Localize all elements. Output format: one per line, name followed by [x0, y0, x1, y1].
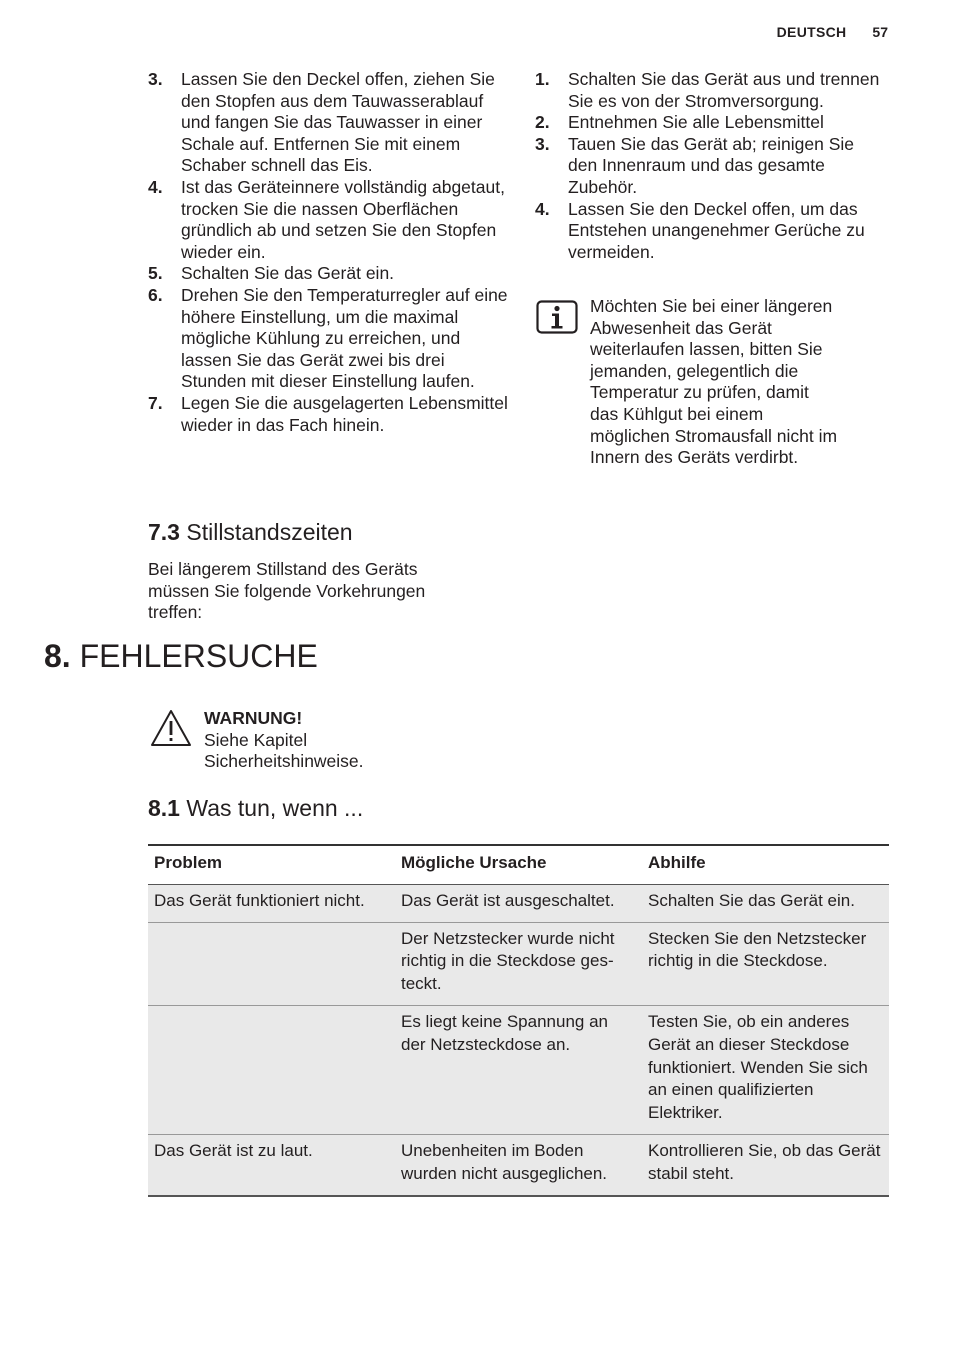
page-number: 57 — [872, 24, 888, 40]
language-label: DEUTSCH — [776, 24, 847, 40]
step-number: 1. — [535, 69, 550, 89]
step-text: Drehen Sie den Temperaturregler auf eine höhere Einstellung, um die maximal mögliche Kühlung zu erreichen, und lassen Sie das Gerät zwei bis drei Stunden mit dieser Einstellung laufen. — [181, 284, 508, 392]
section-title: Was tun, wenn ... — [186, 795, 364, 821]
step-number: 5. — [148, 263, 163, 284]
left-column — [148, 69, 510, 436]
step-text: Schalten Sie das Gerät aus und trennen Sie es von der Stromversorgung. — [568, 69, 880, 111]
column-header-problem: Problem — [148, 845, 395, 884]
table-row — [148, 1005, 889, 1134]
warning-box — [150, 708, 394, 773]
table-cell: Schalten Sie das Gerät ein. — [642, 884, 889, 922]
table-cell: Der Netzstecker wurde nicht richtig in die Steckdose ges- teckt. — [395, 922, 642, 1005]
step-text: Ist das Geräteinnere vollständig abgetaut, trocken Sie die nassen Oberflächen gründlich ab und setzen Sie den Stopfen wieder ein. — [181, 176, 505, 262]
step-number: 4. — [535, 198, 550, 219]
list-item — [535, 134, 887, 199]
step-text: Entnehmen Sie alle Lebensmittel — [568, 112, 824, 133]
table-row — [148, 1134, 889, 1195]
step-number: 4. — [148, 176, 163, 197]
table-cell: Das Gerät ist zu laut. — [148, 1134, 395, 1195]
step-text: Schalten Sie das Gerät ein. — [181, 263, 395, 284]
chapter-title: FEHLERSUCHE — [79, 638, 318, 674]
table-header-row — [148, 845, 889, 884]
table-cell: Stecken Sie den Netzstecker richtig in die Steckdose. — [642, 922, 889, 1005]
defrost-steps-list — [148, 69, 510, 436]
section-7-3-body: Bei längerem Stillstand des Geräts müssen Sie folgende Vorkehrungen treffen: — [148, 559, 426, 623]
step-text: Legen Sie die ausgelagerten Lebensmittel wieder in das Fach hinein. — [181, 392, 508, 435]
section-7-3-heading — [148, 519, 353, 546]
section-number: 7.3 — [148, 519, 180, 545]
table-cell: Das Gerät ist ausgeschaltet. — [395, 884, 642, 922]
list-item — [535, 199, 887, 264]
step-number: 6. — [148, 284, 163, 305]
list-item — [148, 285, 510, 393]
table-cell: Testen Sie, ob ein anderes Gerät an dieser Steckdose funktioniert. Wenden Sie sich an einen qualifizierten Elektriker. — [642, 1005, 889, 1134]
chapter-number: 8. — [44, 638, 71, 674]
section-number: 8.1 — [148, 795, 180, 821]
troubleshooting-table — [148, 844, 889, 1197]
list-item — [535, 69, 887, 112]
section-8-1-heading — [148, 795, 363, 822]
list-item — [148, 69, 510, 177]
table-cell — [148, 1005, 395, 1134]
step-number: 2. — [535, 112, 550, 133]
step-number: 7. — [148, 392, 163, 413]
table-cell: Unebenheiten im Boden wurden nicht ausgeglichen. — [395, 1134, 642, 1195]
table-cell: Es liegt keine Spannung an der Netzsteckdose an. — [395, 1005, 642, 1134]
step-text: Tauen Sie das Gerät ab; reinigen Sie den Innenraum und das gesamte Zubehör. — [568, 133, 855, 197]
section-title: Stillstandszeiten — [186, 519, 353, 545]
list-item — [148, 393, 510, 436]
chapter-8-heading — [44, 638, 318, 675]
column-header-cause: Mögliche Ursache — [395, 845, 642, 884]
list-item — [535, 112, 887, 134]
standstill-steps-list — [535, 69, 887, 263]
table-row — [148, 922, 889, 1005]
step-number: 3. — [535, 133, 550, 154]
table-cell — [148, 922, 395, 1005]
step-text: Lassen Sie den Deckel offen, um das Entstehen unangenehmer Gerüche zu vermeiden. — [568, 198, 865, 262]
table-row — [148, 884, 889, 922]
info-icon — [536, 300, 578, 334]
warning-title: WARNUNG! — [204, 708, 303, 728]
list-item — [148, 263, 510, 285]
step-number: 3. — [148, 69, 163, 89]
info-note-text: Möchten Sie bei einer längeren Abwesenheit das Gerät weiterlaufen lassen, bitten Sie jemanden, gelegentlich die Temperatur zu prüfen, damit das Kühlgut bei einem möglichen Stromausfall nicht im Innern des Geräts verdirbt. — [590, 296, 838, 468]
warning-triangle-icon — [150, 708, 192, 748]
step-text: Lassen Sie den Deckel offen, ziehen Sie den Stopfen aus dem Tauwasserablauf und fangen Sie das Tauwasser in einer Schale auf. Entfernen Sie mit einem Schaber schnell das Eis. — [181, 69, 495, 176]
page-header — [777, 24, 888, 40]
list-item — [148, 177, 510, 263]
warning-text: Siehe Kapitel Sicherheitshinweise. — [204, 729, 364, 772]
table-cell: Das Gerät funktioniert nicht. — [148, 884, 395, 922]
table-cell: Kontrollieren Sie, ob das Gerät stabil steht. — [642, 1134, 889, 1195]
right-column — [535, 69, 887, 263]
info-note — [536, 296, 876, 469]
column-header-remedy: Abhilfe — [642, 845, 889, 884]
